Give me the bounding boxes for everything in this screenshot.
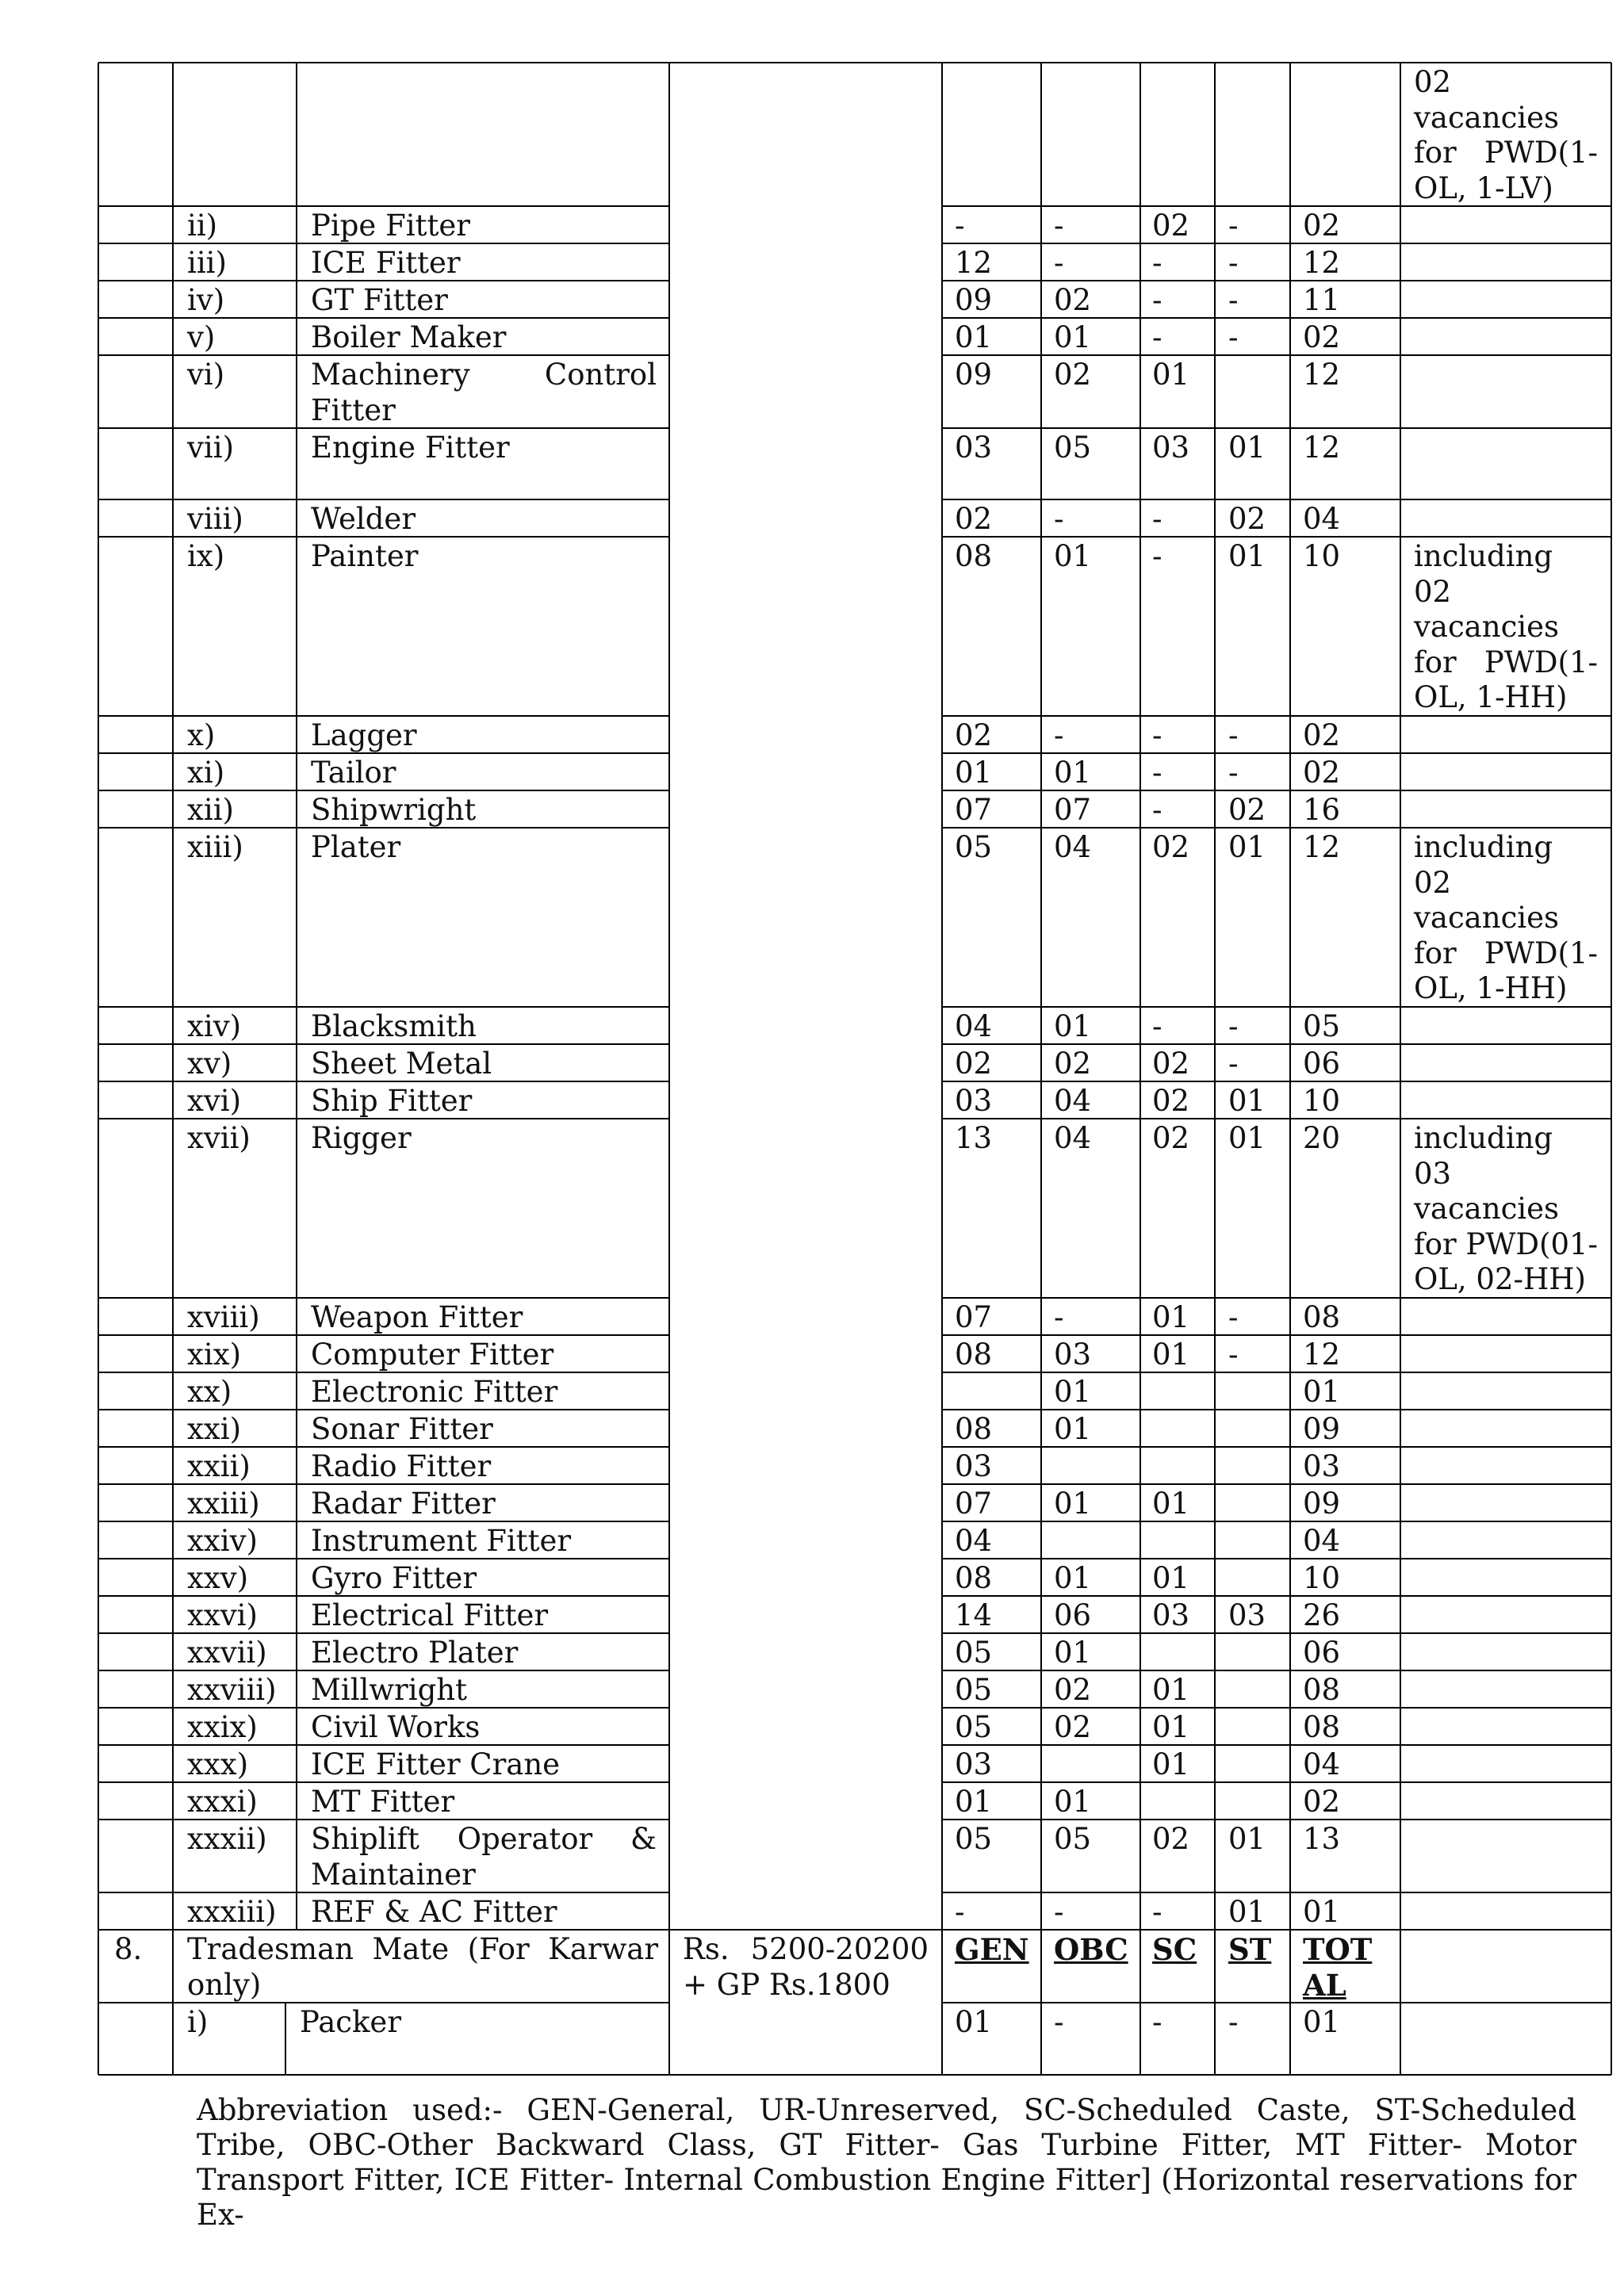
trade-name: Instrument Fitter xyxy=(311,1524,572,1558)
pay-scale: + GP Rs.1800 xyxy=(683,1967,891,2002)
total-count: 08 xyxy=(1303,1300,1341,1334)
row-number: xxvi) xyxy=(187,1598,258,1632)
trade-name: Painter xyxy=(311,539,419,573)
st-count: 01 xyxy=(1228,430,1266,465)
row-number: xxxii) xyxy=(187,1822,267,1856)
trade-name: Radar Fitter xyxy=(311,1487,496,1521)
total-count: 01 xyxy=(1303,1895,1341,1929)
st-count: - xyxy=(1228,283,1239,317)
obc-count: 02 xyxy=(1054,1710,1092,1744)
total-count: 01 xyxy=(1303,1375,1341,1409)
obc-count: 01 xyxy=(1054,1561,1092,1595)
st-count: 01 xyxy=(1228,1895,1266,1929)
gen-count: 05 xyxy=(955,1822,993,1856)
gen-count: 09 xyxy=(955,283,993,317)
row-number: vii) xyxy=(187,430,235,465)
sc-count: 02 xyxy=(1152,209,1190,243)
st-count: 02 xyxy=(1228,502,1266,536)
trade-name: MT Fitter xyxy=(311,1785,455,1819)
gen-count: - xyxy=(955,1895,965,1929)
remark-line: for PWD(1- xyxy=(1414,645,1598,679)
sc-count: - xyxy=(1152,502,1162,536)
trade-name: Lagger xyxy=(311,718,417,752)
obc-count: 01 xyxy=(1054,1009,1092,1043)
sc-count: 01 xyxy=(1152,1300,1190,1334)
trade-name: Ship Fitter xyxy=(311,1084,473,1118)
obc-count: - xyxy=(1054,718,1064,752)
trade-name: Machinery Control xyxy=(311,358,657,392)
row-number: xxix) xyxy=(187,1710,258,1744)
remark-line: vacancies xyxy=(1414,100,1560,135)
obc-count: 04 xyxy=(1054,830,1092,864)
row-number: xvi) xyxy=(187,1084,242,1118)
gen-count: - xyxy=(955,209,965,243)
trade-name: Welder xyxy=(311,502,416,536)
sc-count: - xyxy=(1152,246,1162,280)
total-count: 09 xyxy=(1303,1412,1341,1446)
obc-count: 06 xyxy=(1054,1598,1092,1632)
total-count: 12 xyxy=(1303,246,1341,280)
gen-count: 01 xyxy=(955,756,993,790)
gen-count: 03 xyxy=(955,1084,993,1118)
header-obc: OBC xyxy=(1054,1932,1128,1967)
sc-count: 01 xyxy=(1152,1747,1190,1781)
total-count: 09 xyxy=(1303,1487,1341,1521)
sc-count: 03 xyxy=(1152,430,1190,465)
row-number: xiii) xyxy=(187,830,243,864)
st-count: - xyxy=(1228,2005,1239,2039)
row-number: ix) xyxy=(187,539,225,573)
st-count: 01 xyxy=(1228,539,1266,573)
sc-count: - xyxy=(1152,539,1162,573)
sc-count: - xyxy=(1152,1009,1162,1043)
gen-count: 02 xyxy=(955,502,993,536)
gen-count: 03 xyxy=(955,430,993,465)
row-number: vi) xyxy=(187,358,225,392)
row-number: xxi) xyxy=(187,1412,242,1446)
trade-name: Electro Plater xyxy=(311,1636,519,1670)
remark-line: including xyxy=(1414,830,1553,864)
gen-count: 09 xyxy=(955,358,993,392)
sc-count: 03 xyxy=(1152,1598,1190,1632)
gen-count: 13 xyxy=(955,1121,993,1155)
abbreviation-note: Abbreviation used:- GEN-General, UR-Unreserved, SC-Scheduled Caste, ST-Scheduled Tribe, OBC-Other Backward Class, GT Fitter- Gas Turbine Fitter, MT Fitter- Motor Transport Fitter, ICE Fitter- Internal Combustion Engine Fitter] (Horizontal reservations for Ex- xyxy=(197,2093,1576,2232)
trade-name: ICE Fitter Crane xyxy=(311,1747,561,1781)
trade-name: Shipwright xyxy=(311,793,477,827)
gen-count: 02 xyxy=(955,1047,993,1081)
remark-line: vacancies xyxy=(1414,610,1560,644)
st-count: - xyxy=(1228,1337,1239,1372)
total-count: 04 xyxy=(1303,502,1341,536)
st-count: 01 xyxy=(1228,830,1266,864)
obc-count: 01 xyxy=(1054,1636,1092,1670)
trade-name: Tailor xyxy=(311,756,396,790)
total-count: 04 xyxy=(1303,1524,1341,1558)
obc-count: 02 xyxy=(1054,1673,1092,1707)
obc-count: 01 xyxy=(1054,539,1092,573)
obc-count: 02 xyxy=(1054,283,1092,317)
row-number: xix) xyxy=(187,1337,242,1372)
gen-count: 05 xyxy=(955,1636,993,1670)
st-count: 03 xyxy=(1228,1598,1266,1632)
obc-count: - xyxy=(1054,209,1064,243)
total-count: 13 xyxy=(1303,1822,1341,1856)
sc-count: - xyxy=(1152,2005,1162,2039)
st-count: 01 xyxy=(1228,1121,1266,1155)
total-count: 08 xyxy=(1303,1710,1341,1744)
remark-line: OL, 1-HH) xyxy=(1414,680,1568,714)
obc-count: 01 xyxy=(1054,1785,1092,1819)
gen-count: 01 xyxy=(955,1785,993,1819)
obc-count: - xyxy=(1054,502,1064,536)
trade-name: ICE Fitter xyxy=(311,246,461,280)
trade-name: GT Fitter xyxy=(311,283,448,317)
trade-name: Electrical Fitter xyxy=(311,1598,549,1632)
total-count: 12 xyxy=(1303,830,1341,864)
st-count: 01 xyxy=(1228,1822,1266,1856)
row-number: xxvii) xyxy=(187,1636,267,1670)
obc-count: 03 xyxy=(1054,1337,1092,1372)
st-count: - xyxy=(1228,246,1239,280)
row-number: 8. xyxy=(114,1932,143,1966)
st-count: - xyxy=(1228,209,1239,243)
total-count: 06 xyxy=(1303,1636,1341,1670)
trade-name: Packer xyxy=(300,2005,402,2039)
sc-count: - xyxy=(1152,320,1162,354)
obc-count: 01 xyxy=(1054,756,1092,790)
remark-line: for PWD(1- xyxy=(1414,936,1598,970)
row-number: xxxi) xyxy=(187,1785,258,1819)
remark-line: 02 xyxy=(1414,65,1452,99)
gen-count: 04 xyxy=(955,1524,993,1558)
trade-name: Shiplift Operator & xyxy=(311,1822,657,1856)
obc-count: 04 xyxy=(1054,1084,1092,1118)
gen-count: 07 xyxy=(955,793,993,827)
sc-count: 02 xyxy=(1152,1047,1190,1081)
row-number: xii) xyxy=(187,793,234,827)
row-number: xiv) xyxy=(187,1009,242,1043)
header-total: AL xyxy=(1303,1967,1346,2003)
gen-count: 08 xyxy=(955,1337,993,1372)
total-count: 11 xyxy=(1303,283,1341,317)
remark-line: including xyxy=(1414,1121,1553,1155)
gen-count: 05 xyxy=(955,1710,993,1744)
sc-count: 01 xyxy=(1152,1561,1190,1595)
obc-count: 01 xyxy=(1054,1487,1092,1521)
trade-name: Gyro Fitter xyxy=(311,1561,477,1595)
sc-count: - xyxy=(1152,793,1162,827)
obc-count: - xyxy=(1054,246,1064,280)
sc-count: 01 xyxy=(1152,1710,1190,1744)
gen-count: 08 xyxy=(955,1561,993,1595)
total-count: 04 xyxy=(1303,1747,1341,1781)
obc-count: 02 xyxy=(1054,1047,1092,1081)
row-number: xxiii) xyxy=(187,1487,260,1521)
obc-count: 04 xyxy=(1054,1121,1092,1155)
row-number: x) xyxy=(187,718,216,752)
gen-count: 08 xyxy=(955,1412,993,1446)
remark-line: for PWD(01- xyxy=(1414,1226,1599,1261)
st-count: - xyxy=(1228,1300,1239,1334)
total-count: 10 xyxy=(1303,1084,1341,1118)
remark-line: 02 xyxy=(1414,574,1452,609)
trade-name: Engine Fitter xyxy=(311,430,510,465)
trade-name: Pipe Fitter xyxy=(311,209,470,243)
sc-count: - xyxy=(1152,283,1162,317)
gen-count: 02 xyxy=(955,718,993,752)
total-count: 02 xyxy=(1303,718,1341,752)
remark-line: OL, 02-HH) xyxy=(1414,1262,1586,1296)
trade-name: Electronic Fitter xyxy=(311,1375,558,1409)
sc-count: 02 xyxy=(1152,1822,1190,1856)
total-count: 05 xyxy=(1303,1009,1341,1043)
trade-name: Civil Works xyxy=(311,1710,481,1744)
row-number: xvii) xyxy=(187,1121,251,1155)
total-count: 02 xyxy=(1303,1785,1341,1819)
row-number: xxiv) xyxy=(187,1524,258,1558)
total-count: 08 xyxy=(1303,1673,1341,1707)
remark-line: 02 xyxy=(1414,865,1452,900)
obc-count: 05 xyxy=(1054,430,1092,465)
obc-count: - xyxy=(1054,2005,1064,2039)
st-count: - xyxy=(1228,718,1239,752)
row-number: xxii) xyxy=(187,1449,251,1483)
trade-name: Rigger xyxy=(311,1121,412,1155)
row-number: viii) xyxy=(187,502,243,536)
st-count: 02 xyxy=(1228,793,1266,827)
gen-count: 08 xyxy=(955,539,993,573)
st-count: - xyxy=(1228,756,1239,790)
sc-count: 01 xyxy=(1152,1337,1190,1372)
obc-count: 02 xyxy=(1054,358,1092,392)
row-number: i) xyxy=(187,2005,209,2039)
remark-line: vacancies xyxy=(1414,1192,1560,1226)
total-count: 12 xyxy=(1303,1337,1341,1372)
sc-count: - xyxy=(1152,718,1162,752)
gen-count: 01 xyxy=(955,2005,993,2039)
sc-count: 02 xyxy=(1152,830,1190,864)
trade-name: Weapon Fitter xyxy=(311,1300,523,1334)
trade-name: Sonar Fitter xyxy=(311,1412,493,1446)
obc-count: 05 xyxy=(1054,1822,1092,1856)
row-number: xxxiii) xyxy=(187,1895,277,1929)
st-count: - xyxy=(1228,1009,1239,1043)
header-sc: SC xyxy=(1152,1932,1197,1967)
section-title: Tradesman Mate (For Karwar xyxy=(187,1932,658,1966)
obc-count: 01 xyxy=(1054,1375,1092,1409)
total-count: 02 xyxy=(1303,756,1341,790)
gen-count: 05 xyxy=(955,830,993,864)
total-count: 02 xyxy=(1303,209,1341,243)
row-number: xv) xyxy=(187,1047,232,1081)
gen-count: 14 xyxy=(955,1598,993,1632)
trade-name: Millwright xyxy=(311,1673,467,1707)
total-count: 06 xyxy=(1303,1047,1341,1081)
total-count: 12 xyxy=(1303,358,1341,392)
row-number: v) xyxy=(187,320,216,354)
row-number: ii) xyxy=(187,209,218,243)
trade-name: Sheet Metal xyxy=(311,1047,492,1081)
row-number: xxv) xyxy=(187,1561,249,1595)
remark-line: 03 xyxy=(1414,1156,1452,1191)
pay-scale: Rs. 5200-20200 xyxy=(683,1932,929,1966)
st-count: - xyxy=(1228,320,1239,354)
row-number: xxx) xyxy=(187,1747,249,1781)
row-number: xxviii) xyxy=(187,1673,277,1707)
sc-count: - xyxy=(1152,756,1162,790)
trade-name: REF & AC Fitter xyxy=(311,1895,557,1929)
total-count: 20 xyxy=(1303,1121,1341,1155)
total-count: 26 xyxy=(1303,1598,1341,1632)
remark-line: for PWD(1- xyxy=(1414,136,1598,170)
obc-count: - xyxy=(1054,1895,1064,1929)
obc-count: 01 xyxy=(1054,320,1092,354)
trade-name: Computer Fitter xyxy=(311,1337,554,1372)
gen-count: 07 xyxy=(955,1487,993,1521)
total-count: 10 xyxy=(1303,1561,1341,1595)
sc-count: - xyxy=(1152,1895,1162,1929)
total-count: 01 xyxy=(1303,2005,1341,2039)
gen-count: 12 xyxy=(955,246,993,280)
trade-name: Boiler Maker xyxy=(311,320,507,354)
total-count: 12 xyxy=(1303,430,1341,465)
gen-count: 03 xyxy=(955,1747,993,1781)
header-gen: GEN xyxy=(955,1932,1029,1967)
st-count: - xyxy=(1228,1047,1239,1081)
gen-count: 07 xyxy=(955,1300,993,1334)
total-count: 16 xyxy=(1303,793,1341,827)
gen-count: 01 xyxy=(955,320,993,354)
sc-count: 01 xyxy=(1152,1487,1190,1521)
total-count: 03 xyxy=(1303,1449,1341,1483)
st-count: 01 xyxy=(1228,1084,1266,1118)
row-number: xviii) xyxy=(187,1300,260,1334)
sc-count: 02 xyxy=(1152,1084,1190,1118)
sc-count: 02 xyxy=(1152,1121,1190,1155)
section-title: only) xyxy=(187,1967,262,2002)
remark-line: OL, 1-LV) xyxy=(1414,170,1553,205)
row-number: xi) xyxy=(187,756,225,790)
trade-name: Plater xyxy=(311,830,401,864)
gen-count: 04 xyxy=(955,1009,993,1043)
obc-count: - xyxy=(1054,1300,1064,1334)
total-count: 10 xyxy=(1303,539,1341,573)
obc-count: 01 xyxy=(1054,1412,1092,1446)
row-number: iii) xyxy=(187,246,227,280)
obc-count: 07 xyxy=(1054,793,1092,827)
trade-name: Maintainer xyxy=(311,1857,476,1892)
row-number: xx) xyxy=(187,1375,232,1409)
header-total: TOT xyxy=(1303,1932,1373,1967)
sc-count: 01 xyxy=(1152,1673,1190,1707)
trade-name: Radio Fitter xyxy=(311,1449,492,1483)
trade-name: Blacksmith xyxy=(311,1009,477,1043)
remark-line: including xyxy=(1414,539,1553,573)
remark-line: OL, 1-HH) xyxy=(1414,971,1568,1005)
header-st: ST xyxy=(1228,1932,1272,1967)
gen-count: 03 xyxy=(955,1449,993,1483)
sc-count: 01 xyxy=(1152,358,1190,392)
gen-count: 05 xyxy=(955,1673,993,1707)
trade-name: Fitter xyxy=(311,392,396,427)
row-number: iv) xyxy=(187,283,225,317)
total-count: 02 xyxy=(1303,320,1341,354)
remark-line: vacancies xyxy=(1414,901,1560,935)
